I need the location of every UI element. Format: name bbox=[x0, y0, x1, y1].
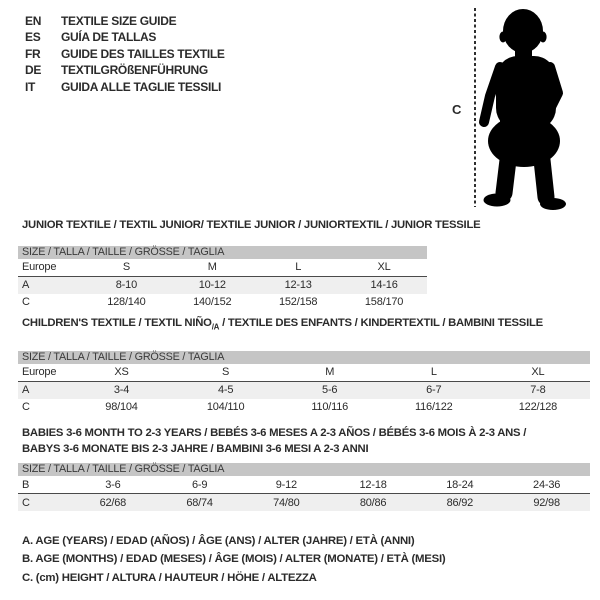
row-label-cell: A bbox=[22, 384, 30, 397]
language-row-es bbox=[25, 29, 225, 45]
value-cell: 92/98 bbox=[533, 496, 560, 509]
value-cell: 68/74 bbox=[186, 496, 213, 509]
table-row-height bbox=[18, 294, 427, 311]
language-label: TEXTILGRÖßENFÜHRUNG bbox=[61, 63, 208, 78]
children-size-table bbox=[18, 364, 590, 416]
value-cell: 62/68 bbox=[99, 496, 127, 509]
value-cell: 86/92 bbox=[446, 496, 474, 509]
junior-size-table bbox=[18, 259, 427, 311]
height-measure-dotted-line bbox=[474, 8, 476, 207]
value-cell: 74/80 bbox=[273, 496, 300, 509]
footnote-c: C. (cm) HEIGHT / ALTURA / HAUTEUR / HÖHE / ALTEZZA bbox=[22, 571, 317, 584]
value-cell: M bbox=[169, 259, 255, 277]
children-table-title bbox=[18, 316, 590, 335]
footnote-a: A. AGE (YEARS) / EDAD (AÑOS) / ÂGE (ANS) / ALTER (JAHRE) / ETÀ (ANNI) bbox=[22, 535, 415, 547]
value-cell: 8-10 bbox=[115, 279, 137, 291]
value-cell: 7-8 bbox=[530, 384, 546, 397]
children-textile-section bbox=[18, 316, 590, 416]
row-label-cell: C bbox=[22, 296, 30, 308]
table-row-europe bbox=[18, 259, 427, 277]
value-cell: 110/116 bbox=[311, 401, 349, 414]
language-row-en bbox=[25, 13, 225, 29]
footnote-b: B. AGE (MONTHS) / EDAD (MESES) / ÂGE (MOIS) / ALTER (MONATE) / ETÀ (MESI) bbox=[22, 553, 446, 566]
value-cell: M bbox=[278, 364, 382, 382]
value-cell: 152/158 bbox=[278, 296, 318, 308]
babies-table-title-line1: BABIES 3-6 MONTH TO 2-3 YEARS / BEBÉS 3-6 MESES A 2-3 AÑOS / BÉBÉS 3-6 MOIS À 2-3 ANS / bbox=[22, 427, 527, 439]
value-cell: 116/122 bbox=[415, 401, 453, 414]
value-cell: 80/86 bbox=[359, 496, 387, 509]
babies-size-table bbox=[18, 476, 590, 511]
value-cell: 122/128 bbox=[518, 401, 558, 414]
value-cell: 24-36 bbox=[503, 476, 590, 494]
language-label: GUIDA ALLE TAGLIE TESSILI bbox=[61, 79, 222, 94]
value-cell: 6-9 bbox=[156, 476, 243, 494]
table-row-europe bbox=[18, 364, 590, 382]
children-title-part1: CHILDREN'S TEXTILE / TEXTIL NIÑO bbox=[22, 317, 212, 329]
baby-silhouette bbox=[478, 4, 582, 212]
value-cell: XS bbox=[69, 364, 173, 382]
row-label-cell: B bbox=[18, 476, 69, 494]
value-cell: 10-12 bbox=[198, 279, 226, 291]
row-label-cell: A bbox=[22, 279, 30, 291]
table-row-age bbox=[18, 381, 590, 399]
size-header-bar: SIZE / TALLA / TAILLE / GRÖSSE / TAGLIA bbox=[18, 246, 427, 259]
junior-textile-section bbox=[18, 218, 481, 311]
babies-table-title-line2: BABYS 3-6 MONATE BIS 2-3 JAHRE / BAMBINI 3-6 MESI A 2-3 ANNI bbox=[22, 442, 369, 455]
language-code: EN bbox=[25, 14, 42, 28]
language-row-de bbox=[25, 62, 225, 78]
value-cell: S bbox=[83, 259, 169, 277]
footnotes bbox=[22, 532, 445, 587]
value-cell: 5-6 bbox=[322, 384, 338, 397]
value-cell: 12-13 bbox=[284, 279, 312, 291]
value-cell: 3-4 bbox=[113, 384, 130, 397]
value-cell: 98/104 bbox=[105, 401, 138, 414]
table-row-height bbox=[18, 494, 590, 512]
value-cell: L bbox=[255, 259, 341, 277]
height-marker-c: C bbox=[452, 102, 462, 117]
value-cell: 3-6 bbox=[69, 476, 156, 494]
junior-table-title: JUNIOR TEXTILE / TEXTIL JUNIOR/ TEXTILE JUNIOR / JUNIORTEXTIL / JUNIOR TESSILE bbox=[22, 219, 481, 231]
language-label: GUIDE DES TAILLES TEXTILE bbox=[61, 46, 225, 61]
value-cell: S bbox=[174, 364, 278, 382]
language-header bbox=[25, 13, 225, 95]
value-cell: XL bbox=[486, 364, 590, 382]
value-cell: 104/110 bbox=[206, 401, 245, 414]
value-cell: L bbox=[382, 364, 486, 382]
value-cell: XL bbox=[341, 259, 427, 277]
table-row-age bbox=[18, 276, 427, 294]
language-label: TEXTILE SIZE GUIDE bbox=[61, 14, 177, 28]
table-row-height bbox=[18, 399, 590, 416]
value-cell: 9-12 bbox=[243, 476, 330, 494]
value-cell: 140/152 bbox=[193, 296, 232, 308]
language-code: FR bbox=[25, 46, 41, 61]
value-cell: 6-7 bbox=[426, 384, 442, 397]
language-row-it bbox=[25, 79, 225, 95]
row-label-cell: C bbox=[22, 496, 30, 509]
value-cell: 158/170 bbox=[364, 296, 404, 308]
value-cell: 18-24 bbox=[416, 476, 503, 494]
children-title-subscript: /A bbox=[211, 322, 220, 332]
language-code: ES bbox=[25, 30, 41, 45]
row-label-cell: Europe bbox=[18, 259, 83, 277]
value-cell: 14-16 bbox=[370, 279, 398, 291]
row-label-cell: Europe bbox=[18, 364, 69, 382]
babies-textile-section bbox=[18, 426, 590, 511]
children-title-part2: / TEXTILE DES ENFANTS / KINDERTEXTIL / BAMBINI TESSILE bbox=[219, 317, 543, 329]
value-cell: 4-5 bbox=[217, 384, 234, 397]
value-cell: 128/140 bbox=[107, 296, 146, 308]
language-row-fr bbox=[25, 46, 225, 62]
language-label: GUÍA DE TALLAS bbox=[61, 30, 157, 45]
size-header-bar: SIZE / TALLA / TAILLE / GRÖSSE / TAGLIA bbox=[18, 463, 590, 476]
value-cell: 12-18 bbox=[330, 476, 417, 494]
table-row-months bbox=[18, 476, 590, 494]
size-header-bar: SIZE / TALLA / TAILLE / GRÖSSE / TAGLIA bbox=[18, 351, 590, 364]
row-label-cell: C bbox=[22, 401, 30, 414]
language-code: DE bbox=[25, 63, 42, 78]
language-code: IT bbox=[25, 79, 36, 94]
